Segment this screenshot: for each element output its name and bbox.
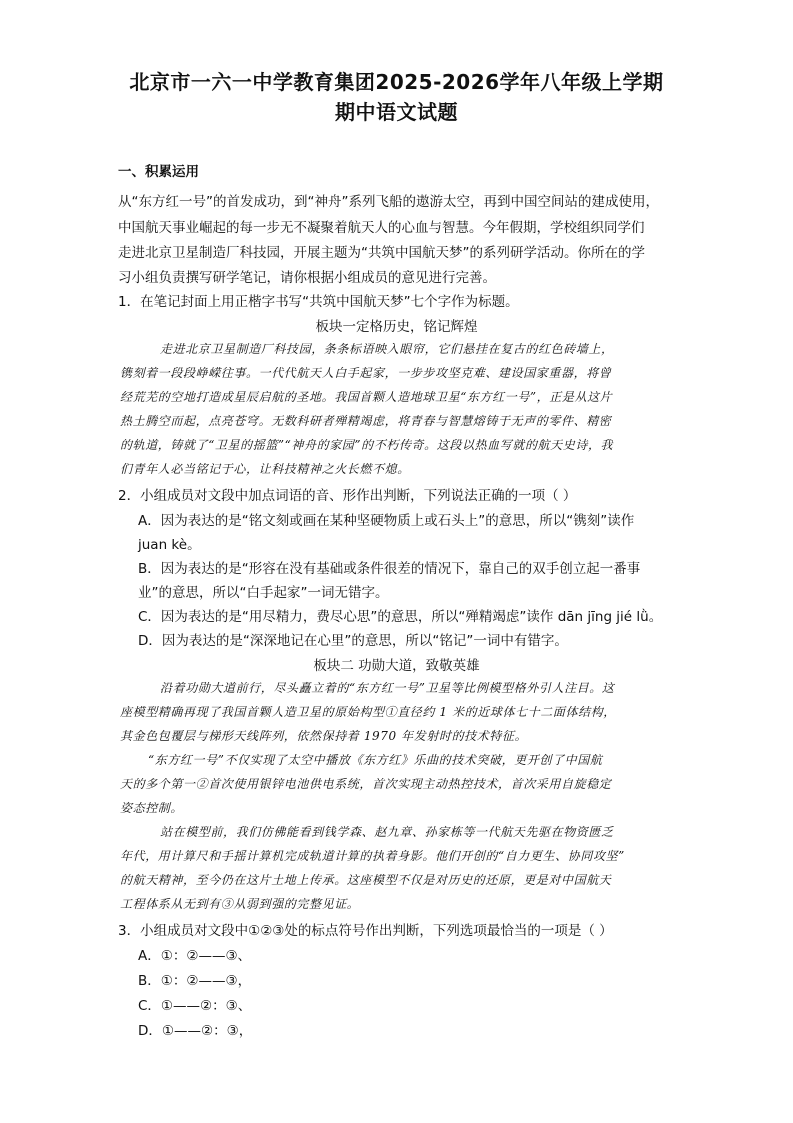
- page-title-line2: 期中语文试题: [335, 100, 458, 124]
- block2-line: 其金色包覆层与梯形天线阵列，依然保持着 1970 年发射时的技术特征。: [120, 729, 528, 743]
- intro-line: 从“东方红一号”的首发成功，到“神舟”系列飞船的遨游太空，再到中国空间站的建成使用，: [118, 194, 659, 210]
- block2-heading: 板块二 功勋大道，致敬英雄: [313, 658, 480, 674]
- block1-line: 镌刻着一段段峥嵘往事。一代代航天人白手起家，一步步攻坚克难、建设国家重器，将曾: [120, 366, 612, 380]
- option-c: C．因为表达的是“用尽精力，费尽心思”的意思，所以“殚精竭虑”读作 dān jīng jié lǜ。: [138, 609, 663, 625]
- block1-line: 经荒芜的空地打造成星辰启航的圣地。我国首颗人造地球卫星“东方红一号”，正是从这片: [120, 390, 613, 404]
- block2-line: 工程体系从无到有③从弱到强的完整见证。: [120, 897, 360, 911]
- block1-heading: 板块一定格历史，铭记辉煌: [315, 319, 478, 335]
- block1-line: 们青年人必当铭记于心，让科技精神之火长燃不熄。: [120, 462, 410, 476]
- option-d: D．①——②：③，: [138, 1023, 253, 1039]
- question-3-stem: 3．小组成员对文段中①②③处的标点符号作出判断，下列选项最恰当的一项是（ ）: [118, 923, 613, 939]
- option-b: B．因为表达的是“形容在没有基础或条件很差的情况下，靠自己的双手创立起一番事: [138, 561, 641, 577]
- intro-line: 习小组负责撰写研学笔记，请你根据小组成员的意见进行完善。: [118, 270, 496, 286]
- question-2-stem: 2．小组成员对文段中加点词语的音、形作出判断，下列说法正确的一项（ ）: [118, 488, 577, 504]
- intro-line: 走进北京卫星制造厂科技园，开展主题为“共筑中国航天梦”的系列研学活动。你所在的学: [118, 245, 645, 261]
- block1-line: 走进北京卫星制造厂科技园，条条标语映入眼帘，它们悬挂在复古的红色砖墙上，: [160, 342, 614, 356]
- block2-line: “东方红一号”不仅实现了太空中播放《东方红》乐曲的技术突破，更开创了中国航: [148, 753, 603, 767]
- question-1: 1．在笔记封面上用正楷字书写“共筑中国航天梦”七个字作为标题。: [118, 294, 519, 310]
- block2-line: 座模型精确再现了我国首颗人造卫星的原始构型①直径约 1 米的近球体七十二面体结构，: [120, 705, 616, 719]
- option-d: D．因为表达的是“深深地记在心里”的意思，所以“铭记”一词中有错字。: [138, 633, 568, 649]
- intro-line: 中国航天事业崛起的每一步无不凝聚着航天人的心血与智慧。今年假期，学校组织同学们: [118, 220, 645, 236]
- option-a: A．①：②——③、: [138, 948, 252, 964]
- block2-line: 姿态控制。: [120, 801, 184, 815]
- section-heading: 一、积累运用: [118, 164, 199, 180]
- option-a-cont: juan kè。: [138, 537, 201, 553]
- block2-line: 的航天精神，至今仍在这片土地上传承。这座模型不仅是对历史的还原，更是对中国航天: [120, 873, 612, 887]
- block2-line: 沿着功勋大道前行，尽头矗立着的“东方红一号”卫星等比例模型格外引人注目。这: [160, 681, 615, 695]
- block2-line: 站在模型前，我们仿佛能看到钱学森、赵九章、孙家栋等一代航天先驱在物资匮乏: [160, 825, 614, 839]
- block1-line: 热土腾空而起，点亮苍穹。无数科研者殚精竭虑，将青春与智慧熔铸于无声的零件、精密: [120, 414, 612, 428]
- block2-line: 天的多个第一②首次使用银锌电池供电系统，首次实现主动热控技术，首次采用自旋稳定: [120, 777, 612, 791]
- block1-line: 的轨道，铸就了“卫星的摇篮”“神舟的家园”的不朽传奇。这段以热血写就的航天史诗，我: [120, 438, 614, 452]
- block2-line: 年代，用计算尺和手摇计算机完成轨道计算的执着身影。他们开创的“自力更生、协同攻坚”: [120, 849, 625, 863]
- option-b: B．①：②——③，: [138, 973, 252, 989]
- option-b-cont: 业”的意思，所以“白手起家”一词无错字。: [138, 585, 389, 601]
- page-title-line1: 北京市一六一中学教育集团2025-2026学年八年级上学期: [129, 70, 664, 94]
- option-a: A．因为表达的是“铭文刻或画在某种坚硬物质上或石头上”的意思，所以“镌刻”读作: [138, 513, 635, 529]
- option-c: C．①——②：③、: [138, 998, 252, 1014]
